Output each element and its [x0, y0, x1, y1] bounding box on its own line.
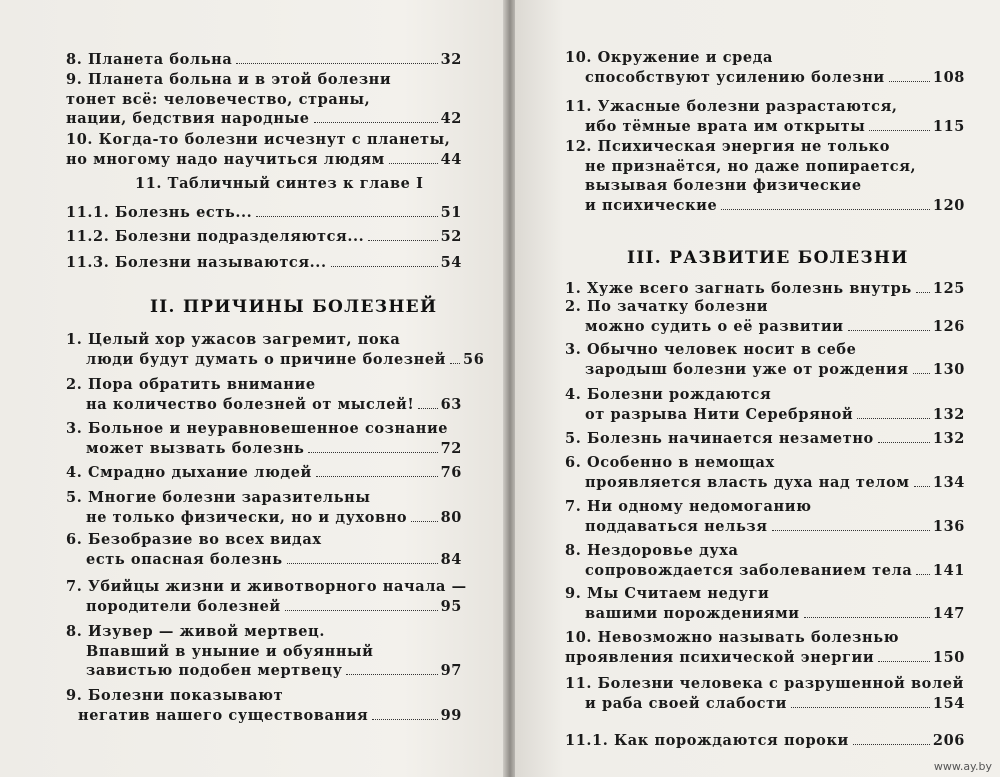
toc-entry [565, 340, 965, 379]
page-number: 97 [440, 662, 462, 679]
toc-entry-last-line [565, 561, 965, 581]
toc-entry-last-line [66, 508, 462, 528]
toc-entry-line: можно судить о её развитии [585, 317, 844, 335]
toc-entry-line: завистью подобен мертвецу [86, 662, 343, 679]
dot-leader [256, 216, 437, 217]
dot-leader [913, 373, 930, 374]
toc-entry-line: люди будут думать о причине болезней [86, 350, 447, 368]
toc-entry [565, 584, 965, 623]
toc-entry-line: 2. По зачатку болезни [565, 298, 769, 315]
toc-entry-line: но многому надо научиться людям [66, 150, 385, 168]
toc-entry-last-line [66, 661, 462, 681]
toc-entry-last-line [66, 109, 462, 129]
toc-entry [565, 137, 965, 215]
toc-entry [565, 97, 965, 136]
toc-entry-line: есть опасная болезнь [86, 550, 283, 568]
toc-entry [66, 375, 462, 414]
toc-entry-last-line [66, 439, 462, 459]
page-number: 56 [463, 350, 485, 368]
toc-entry-last-line [565, 731, 965, 751]
dot-leader [308, 452, 437, 453]
toc-entry-last-line [565, 405, 965, 425]
dot-leader [411, 521, 437, 522]
toc-entry-line: тонет всё: человечество, страны, [66, 90, 371, 108]
toc-entry-line: 3. Обычно человек носит в себе [565, 341, 857, 358]
toc-entry [565, 385, 965, 424]
page-number: 84 [440, 550, 462, 568]
page-number: 125 [932, 280, 965, 297]
toc-entry-last-line [66, 395, 462, 415]
dot-leader [889, 81, 930, 82]
toc-entry [66, 330, 485, 369]
toc-entry-line: 2. Пора обратить внимание [66, 376, 316, 393]
toc-entry-line: поддаваться нельзя [585, 517, 768, 535]
toc-entry [565, 731, 965, 751]
section-title: II. ПРИЧИНЫ БОЛЕЗНЕЙ [150, 297, 438, 317]
dot-leader [331, 266, 438, 267]
page-number: 126 [932, 317, 965, 335]
toc-entry-last-line [565, 196, 965, 216]
toc-entry-line: ибо тёмные врата им открыты [585, 117, 866, 135]
page-number: 99 [440, 706, 462, 724]
toc-entry [66, 419, 462, 458]
toc-entry-last-line [66, 550, 462, 570]
toc-entry-line: 6. Особенно в немощах [565, 454, 775, 471]
toc-entry-line: 5. Многие болезни заразительны [66, 489, 371, 506]
page-number: 132 [932, 430, 965, 447]
toc-entry-last-line [565, 429, 965, 449]
toc-entry-line: породители болезней [86, 597, 281, 615]
toc-entry-line: 4. Болезни рождаются [565, 386, 772, 403]
toc-entry-last-line [565, 68, 965, 88]
toc-entry-line: способствуют усилению болезни [585, 68, 885, 86]
toc-entry [66, 488, 462, 527]
toc-entry-last-line [66, 227, 462, 247]
toc-entry-line: 4. Смрадно дыхание людей [66, 464, 312, 481]
dot-leader [314, 122, 438, 123]
toc-entry [565, 279, 965, 299]
toc-entry-line: зародыш болезни уже от рождения [585, 360, 909, 378]
dot-leader [869, 130, 930, 131]
page-number: 147 [932, 604, 965, 622]
page-number: 51 [440, 204, 462, 221]
toc-entry-last-line [66, 253, 462, 273]
dot-leader [914, 486, 930, 487]
toc-entry-last-line [565, 517, 965, 537]
right-page [515, 0, 1000, 777]
toc-entry [66, 130, 462, 169]
toc-entry-line: 8. Изувер — живой мертвец. [66, 623, 326, 640]
page-number: 80 [440, 508, 462, 526]
page-number: 136 [932, 517, 965, 535]
toc-entry-line: 7. Убийцы жизни и животворного начала — [66, 578, 467, 595]
page-number: 134 [932, 473, 965, 491]
dot-leader [916, 292, 930, 293]
toc-entry-last-line [565, 648, 965, 668]
toc-entry [565, 628, 965, 667]
toc-entry-line: от разрыва Нити Серебряной [585, 405, 854, 423]
toc-entry-line: проявления психической энергии [565, 648, 875, 666]
toc-entry-line: 9. Мы Считаем недуги [565, 585, 770, 602]
toc-entry-last-line [66, 706, 462, 726]
toc-entry-last-line [565, 694, 965, 714]
page-number: 72 [440, 439, 462, 457]
toc-entry-line: 10. Невозможно называть болезнью [565, 629, 900, 646]
toc-entry-line: и раба своей слабости [585, 694, 788, 712]
toc-entry-last-line [66, 150, 462, 170]
toc-entry-last-line [565, 279, 965, 299]
toc-entry-line: 12. Психическая энергия не только [565, 138, 891, 155]
toc-entry-last-line [66, 463, 462, 483]
dot-leader [791, 707, 930, 708]
toc-entry-line: 11.2. Болезни подразделяются... [66, 228, 365, 245]
right-toc [515, 0, 1000, 777]
toc-entry-last-line [565, 317, 965, 337]
toc-entry [66, 253, 462, 273]
dot-leader [236, 63, 437, 64]
page-number: 141 [932, 561, 965, 579]
toc-entry-line: нации, бедствия народные [66, 110, 310, 127]
dot-leader [772, 530, 930, 531]
toc-entry-line: 11.1. Болезнь есть... [66, 204, 253, 221]
page-number: 42 [440, 110, 462, 127]
toc-entry [565, 453, 965, 492]
toc-entry-line: 1. Целый хор ужасов загремит, пока [66, 331, 401, 348]
subheading: 11. Табличный синтез к главе I [135, 175, 424, 192]
toc-entry-line: 10. Когда-то болезни исчезнут с планеты, [66, 131, 451, 148]
toc-entry-last-line [66, 203, 462, 223]
toc-entry [565, 541, 965, 580]
toc-entry [66, 203, 462, 223]
page-number: 54 [440, 254, 462, 271]
toc-entry-line: 8. Нездоровье духа [565, 542, 739, 559]
toc-entry-last-line [66, 50, 462, 70]
toc-entry-line: 1. Хуже всего загнать болезнь внутрь [565, 280, 912, 297]
dot-leader [804, 617, 930, 618]
page-number: 52 [440, 228, 462, 245]
toc-entry [565, 429, 965, 449]
toc-entry [66, 686, 462, 725]
toc-entry-last-line [565, 473, 965, 493]
page-number: 76 [440, 464, 462, 481]
toc-entry-line: 9. Болезни показывают [66, 687, 284, 704]
dot-leader [721, 209, 930, 210]
toc-entry-line: 6. Безобразие во всех видах [66, 531, 322, 548]
section-title: III. РАЗВИТИЕ БОЛЕЗНИ [627, 248, 909, 268]
dot-leader [285, 610, 438, 611]
toc-entry [66, 577, 467, 616]
toc-entry [66, 50, 462, 70]
toc-entry [66, 530, 462, 569]
dot-leader [878, 442, 930, 443]
toc-entry-line: Впавший в уныние и обуянный [86, 642, 374, 660]
toc-entry [565, 48, 965, 87]
toc-entry-line: вызывая болезни физические [585, 177, 862, 194]
toc-entry [565, 674, 965, 713]
toc-entry-last-line [66, 350, 485, 370]
dot-leader [368, 240, 437, 241]
toc-entry-line: 11. Ужасные болезни разрастаются, [565, 98, 898, 115]
toc-entry-line: 11. Болезни человека с разрушенной волей [565, 675, 964, 692]
dot-leader [287, 563, 438, 564]
toc-entry-last-line [565, 360, 965, 380]
toc-entry-last-line [66, 597, 462, 617]
toc-entry-line: не только физически, но и духовно [86, 508, 408, 526]
page-number: 120 [932, 196, 965, 214]
toc-entry-line: 11.3. Болезни называются... [66, 254, 327, 271]
page-number: 32 [440, 51, 462, 68]
toc-entry-line: на количество болезней от мыслей! [86, 395, 415, 413]
page-number: 206 [932, 732, 965, 749]
toc-entry-line: не признаётся, но даже попирается, [585, 157, 917, 175]
toc-entry [66, 227, 462, 247]
toc-entry [565, 297, 965, 336]
dot-leader [346, 674, 437, 675]
watermark: www.ay.by [933, 760, 992, 773]
page-number: 115 [932, 117, 965, 135]
dot-leader [848, 330, 930, 331]
toc-entry-last-line [565, 117, 965, 137]
toc-entry [66, 70, 462, 129]
toc-entry-line: может вызвать болезнь [86, 439, 305, 457]
page-number: 95 [440, 597, 462, 615]
toc-entry-line: проявляется власть духа над телом [585, 473, 910, 491]
page-number: 150 [932, 648, 965, 666]
toc-entry-line: 11.1. Как порождаются пороки [565, 732, 849, 749]
toc-entry [66, 622, 462, 681]
toc-entry-last-line [565, 604, 965, 624]
toc-entry [565, 497, 965, 536]
page-number: 132 [932, 405, 965, 423]
dot-leader [916, 574, 930, 575]
dot-leader [450, 363, 460, 364]
dot-leader [418, 408, 437, 409]
dot-leader [372, 719, 437, 720]
toc-entry-line: и психические [585, 196, 718, 214]
page-number: 63 [440, 395, 462, 413]
page-number: 154 [932, 694, 965, 712]
toc-entry-line: 10. Окружение и среда [565, 49, 773, 66]
dot-leader [316, 476, 438, 477]
toc-entry-line: 7. Ни одному недомоганию [565, 498, 812, 515]
dot-leader [878, 661, 930, 662]
dot-leader [857, 418, 930, 419]
page-number: 44 [440, 150, 462, 168]
toc-entry-line: 9. Планета больна и в этой болезни [66, 71, 392, 88]
toc-entry-line: 3. Больное и неуравновешенное сознание [66, 420, 449, 437]
toc-entry-line: 8. Планета больна [66, 51, 233, 68]
dot-leader [853, 744, 930, 745]
toc-entry-line: негатив нашего существования [78, 706, 369, 724]
toc-entry-line: сопровождается заболеванием тела [585, 561, 913, 579]
toc-entry [66, 463, 462, 483]
toc-entry-line: 5. Болезнь начинается незаметно [565, 430, 874, 447]
page-number: 130 [932, 360, 965, 378]
page-number: 108 [932, 68, 965, 86]
dot-leader [389, 163, 438, 164]
toc-entry-line: вашими порождениями [585, 604, 800, 622]
